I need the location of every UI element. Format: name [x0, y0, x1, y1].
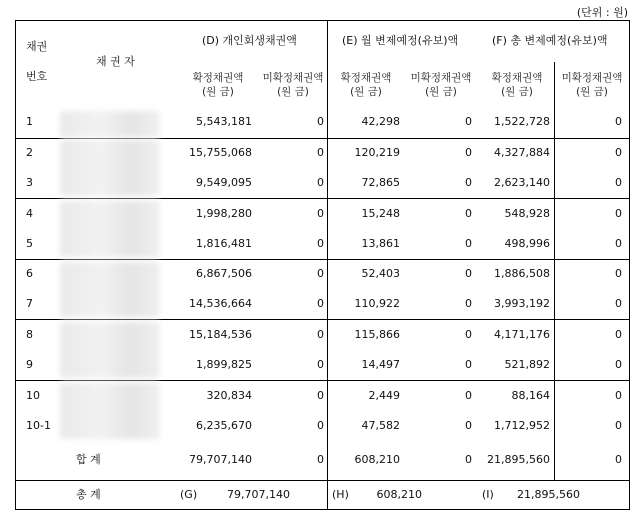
total-i-value: 21,895,560: [517, 488, 580, 501]
cell-f-confirmed: 1,712,952: [494, 419, 550, 432]
cell-f-confirmed: 3,993,192: [494, 297, 550, 310]
redacted-creditor-4-5: [60, 201, 160, 257]
cell-e-confirmed: 115,866: [354, 328, 400, 341]
header-group-e: (E) 월 변제예정(유보)액: [342, 34, 459, 47]
header-e-unconfirmed: [406, 71, 476, 99]
header-group-f: (F) 총 변제예정(유보)액: [492, 34, 608, 47]
cell-e-confirmed: 14,497: [361, 358, 400, 371]
divider-row-9: [15, 380, 630, 381]
cell-d-unconfirmed: 0: [317, 419, 324, 432]
header-f-confirmed: [485, 71, 549, 99]
cell-d-unconfirmed: 0: [317, 358, 324, 371]
cell-f-confirmed: 548,928: [504, 207, 550, 220]
cell-d-confirmed: 1,899,825: [196, 358, 252, 371]
cell-f-unconfirmed: 0: [615, 237, 622, 250]
cell-e-unconfirmed: 0: [465, 176, 472, 189]
cell-f-unconfirmed: 0: [615, 297, 622, 310]
cell-d-unconfirmed: 0: [317, 176, 324, 189]
divider-row-7: [15, 319, 630, 320]
redacted-creditor-10: [60, 383, 160, 439]
cell-no: 8: [26, 328, 33, 341]
header-f-confirmed-line2: (원 금): [501, 86, 533, 98]
cell-d-unconfirmed: 0: [317, 297, 324, 310]
cell-no: 6: [26, 267, 33, 280]
cell-d-confirmed: 15,755,068: [189, 146, 252, 159]
header-creditor-no-2: 번호: [26, 70, 48, 83]
header-e-confirmed-line1: 확정채권액: [340, 72, 392, 84]
divider-row-5: [15, 259, 630, 260]
cell-e-unconfirmed: 0: [465, 115, 472, 128]
redacted-creditor-1: [60, 111, 160, 137]
header-d-confirmed-line2: (원 금): [202, 86, 234, 98]
cell-d-confirmed: 1,816,481: [196, 237, 252, 250]
header-d-confirmed: [186, 71, 250, 99]
cell-f-unconfirmed: 0: [615, 419, 622, 432]
cell-d-unconfirmed: 0: [317, 389, 324, 402]
cell-no: 10: [26, 389, 40, 402]
cell-no: 4: [26, 207, 33, 220]
header-e-confirmed: [334, 71, 398, 99]
cell-e-unconfirmed: 0: [465, 207, 472, 220]
cell-e-unconfirmed: 0: [465, 419, 472, 432]
cell-no: 7: [26, 297, 33, 310]
subtotal-e-unconfirmed: 0: [465, 453, 472, 466]
subtotal-e-confirmed: 608,210: [354, 453, 400, 466]
header-f-confirmed-line1: 확정채권액: [491, 72, 543, 84]
cell-f-confirmed: 498,996: [504, 237, 550, 250]
cell-d-confirmed: 15,184,536: [189, 328, 252, 341]
cell-e-unconfirmed: 0: [465, 358, 472, 371]
cell-d-unconfirmed: 0: [317, 115, 324, 128]
cell-d-unconfirmed: 0: [317, 267, 324, 280]
cell-e-confirmed: 72,865: [361, 176, 400, 189]
cell-d-unconfirmed: 0: [317, 237, 324, 250]
redacted-creditor-6-7: [60, 262, 160, 317]
cell-f-confirmed: 2,623,140: [494, 176, 550, 189]
subtotal-d-confirmed: 79,707,140: [189, 453, 252, 466]
cell-no: 1: [26, 115, 33, 128]
cell-d-confirmed: 6,867,506: [196, 267, 252, 280]
cell-f-unconfirmed: 0: [615, 328, 622, 341]
divider-row-3: [15, 198, 630, 199]
cell-e-confirmed: 120,219: [354, 146, 400, 159]
cell-f-confirmed: 1,522,728: [494, 115, 550, 128]
cell-e-unconfirmed: 0: [465, 328, 472, 341]
cell-d-unconfirmed: 0: [317, 146, 324, 159]
subtotal-d-unconfirmed: 0: [317, 453, 324, 466]
cell-d-unconfirmed: 0: [317, 207, 324, 220]
cell-no: 9: [26, 358, 33, 371]
cell-f-confirmed: 4,327,884: [494, 146, 550, 159]
cell-d-confirmed: 9,549,095: [196, 176, 252, 189]
header-d-unconfirmed-line1: 미확정채권액: [262, 72, 324, 84]
cell-no: 10-1: [26, 419, 51, 432]
cell-e-confirmed: 52,403: [361, 267, 400, 280]
divider-total: [15, 480, 630, 481]
header-f-unconfirmed-line2: (원 금): [576, 86, 608, 98]
header-d-unconfirmed: [258, 71, 328, 99]
cell-f-unconfirmed: 0: [615, 267, 622, 280]
cell-e-unconfirmed: 0: [465, 146, 472, 159]
header-group-d: (D) 개인회생채권액: [202, 34, 297, 47]
total-g-label: (G): [180, 488, 198, 501]
cell-no: 2: [26, 146, 33, 159]
cell-no: 5: [26, 237, 33, 250]
cell-no: 3: [26, 176, 33, 189]
cell-f-unconfirmed: 0: [615, 115, 622, 128]
cell-d-confirmed: 14,536,664: [189, 297, 252, 310]
cell-e-confirmed: 47,582: [361, 419, 400, 432]
cell-f-unconfirmed: 0: [615, 146, 622, 159]
redacted-creditor-8-9: [60, 322, 160, 378]
header-creditor-no-1: 채권: [26, 40, 48, 53]
header-d-confirmed-line1: 확정채권액: [192, 72, 244, 84]
subtotal-f-confirmed: 21,895,560: [487, 453, 550, 466]
cell-e-confirmed: 13,861: [361, 237, 400, 250]
cell-f-unconfirmed: 0: [615, 176, 622, 189]
total-h-label: (H): [332, 488, 349, 501]
cell-e-confirmed: 2,449: [368, 389, 400, 402]
total-g-value: 79,707,140: [227, 488, 290, 501]
cell-e-confirmed: 15,248: [361, 207, 400, 220]
header-f-unconfirmed: [557, 71, 627, 99]
cell-e-confirmed: 42,298: [361, 115, 400, 128]
header-d-unconfirmed-line2: (원 금): [277, 86, 309, 98]
cell-e-unconfirmed: 0: [465, 297, 472, 310]
total-label: 총 계: [76, 488, 101, 501]
header-e-unconfirmed-line2: (원 금): [425, 86, 457, 98]
cell-f-confirmed: 88,164: [511, 389, 550, 402]
cell-e-unconfirmed: 0: [465, 389, 472, 402]
cell-f-confirmed: 521,892: [504, 358, 550, 371]
divider-f-inner: [554, 62, 555, 480]
unit-label: (단위 : 원): [576, 6, 628, 19]
cell-f-unconfirmed: 0: [615, 207, 622, 220]
cell-f-confirmed: 1,886,508: [494, 267, 550, 280]
cell-f-unconfirmed: 0: [615, 389, 622, 402]
divider-row-1: [15, 138, 630, 139]
cell-d-confirmed: 5,543,181: [196, 115, 252, 128]
header-f-unconfirmed-line1: 미확정채권액: [561, 72, 623, 84]
cell-d-confirmed: 1,998,280: [196, 207, 252, 220]
cell-d-unconfirmed: 0: [317, 328, 324, 341]
cell-d-confirmed: 320,834: [206, 389, 252, 402]
cell-e-confirmed: 110,922: [354, 297, 400, 310]
cell-e-unconfirmed: 0: [465, 267, 472, 280]
total-h-value: 608,210: [376, 488, 422, 501]
header-e-confirmed-line2: (원 금): [350, 86, 382, 98]
cell-e-unconfirmed: 0: [465, 237, 472, 250]
subtotal-f-unconfirmed: 0: [615, 453, 622, 466]
header-e-unconfirmed-line1: 미확정채권액: [410, 72, 472, 84]
cell-f-confirmed: 4,171,176: [494, 328, 550, 341]
total-i-label: (I): [482, 488, 494, 501]
cell-f-unconfirmed: 0: [615, 358, 622, 371]
redacted-creditor-2-3: [60, 140, 160, 196]
header-creditor: 채 권 자: [96, 55, 135, 68]
cell-d-confirmed: 6,235,670: [196, 419, 252, 432]
subtotal-label: 합 계: [76, 453, 101, 466]
